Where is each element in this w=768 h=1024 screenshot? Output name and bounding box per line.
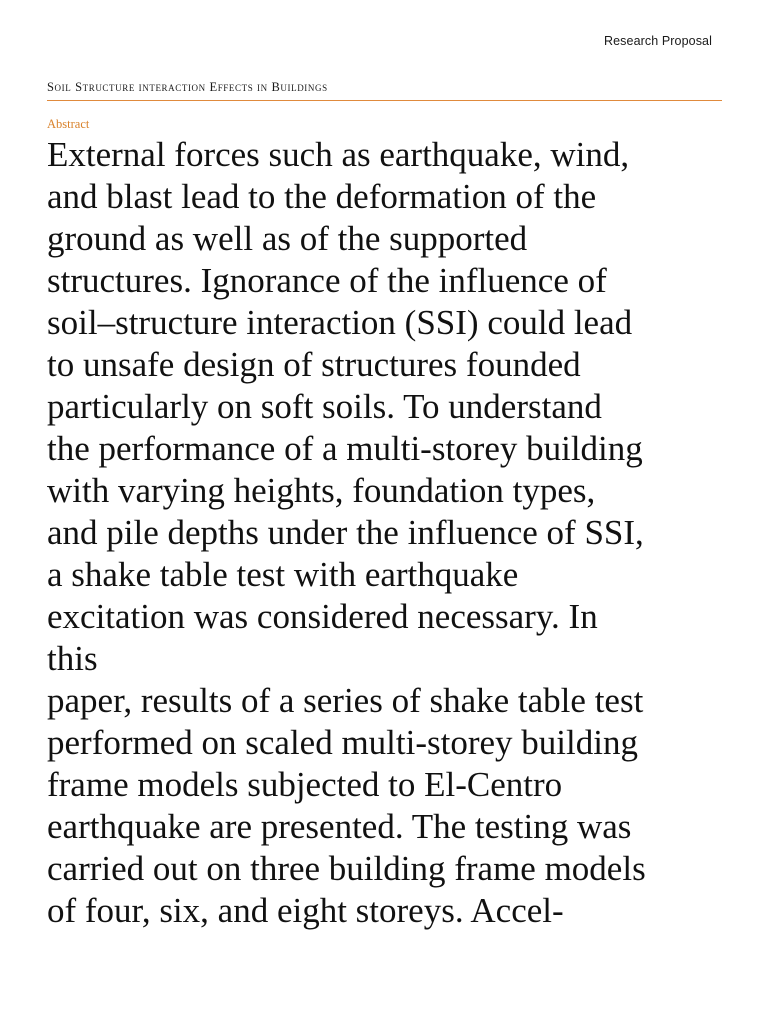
title-divider [47, 100, 722, 101]
abstract-body-text: External forces such as earthquake, wind, and blast lead to the deformation of the ground as well as of the supported structures. Ignorance of the influence of soil–structure interaction (SSI) could lead to unsafe design of structures founded particularly on soft soils. To understand the performance of a multi-storey building with varying heights, foundation types, and pile depths under the influence of SSI, a shake table test with earthquake excitation was considered necessary. In this paper, results of a series of shake table test performed on scaled multi-storey building frame models subjected to El-Centro earthquake are presented. The testing was carried out on three building frame models of four, six, and eight storeys. Accel- [47, 135, 646, 930]
section-label-abstract: Abstract [47, 117, 90, 131]
running-header: Research Proposal [603, 34, 712, 48]
document-title: Soil Structure interaction Effects in Buildings [47, 80, 328, 94]
